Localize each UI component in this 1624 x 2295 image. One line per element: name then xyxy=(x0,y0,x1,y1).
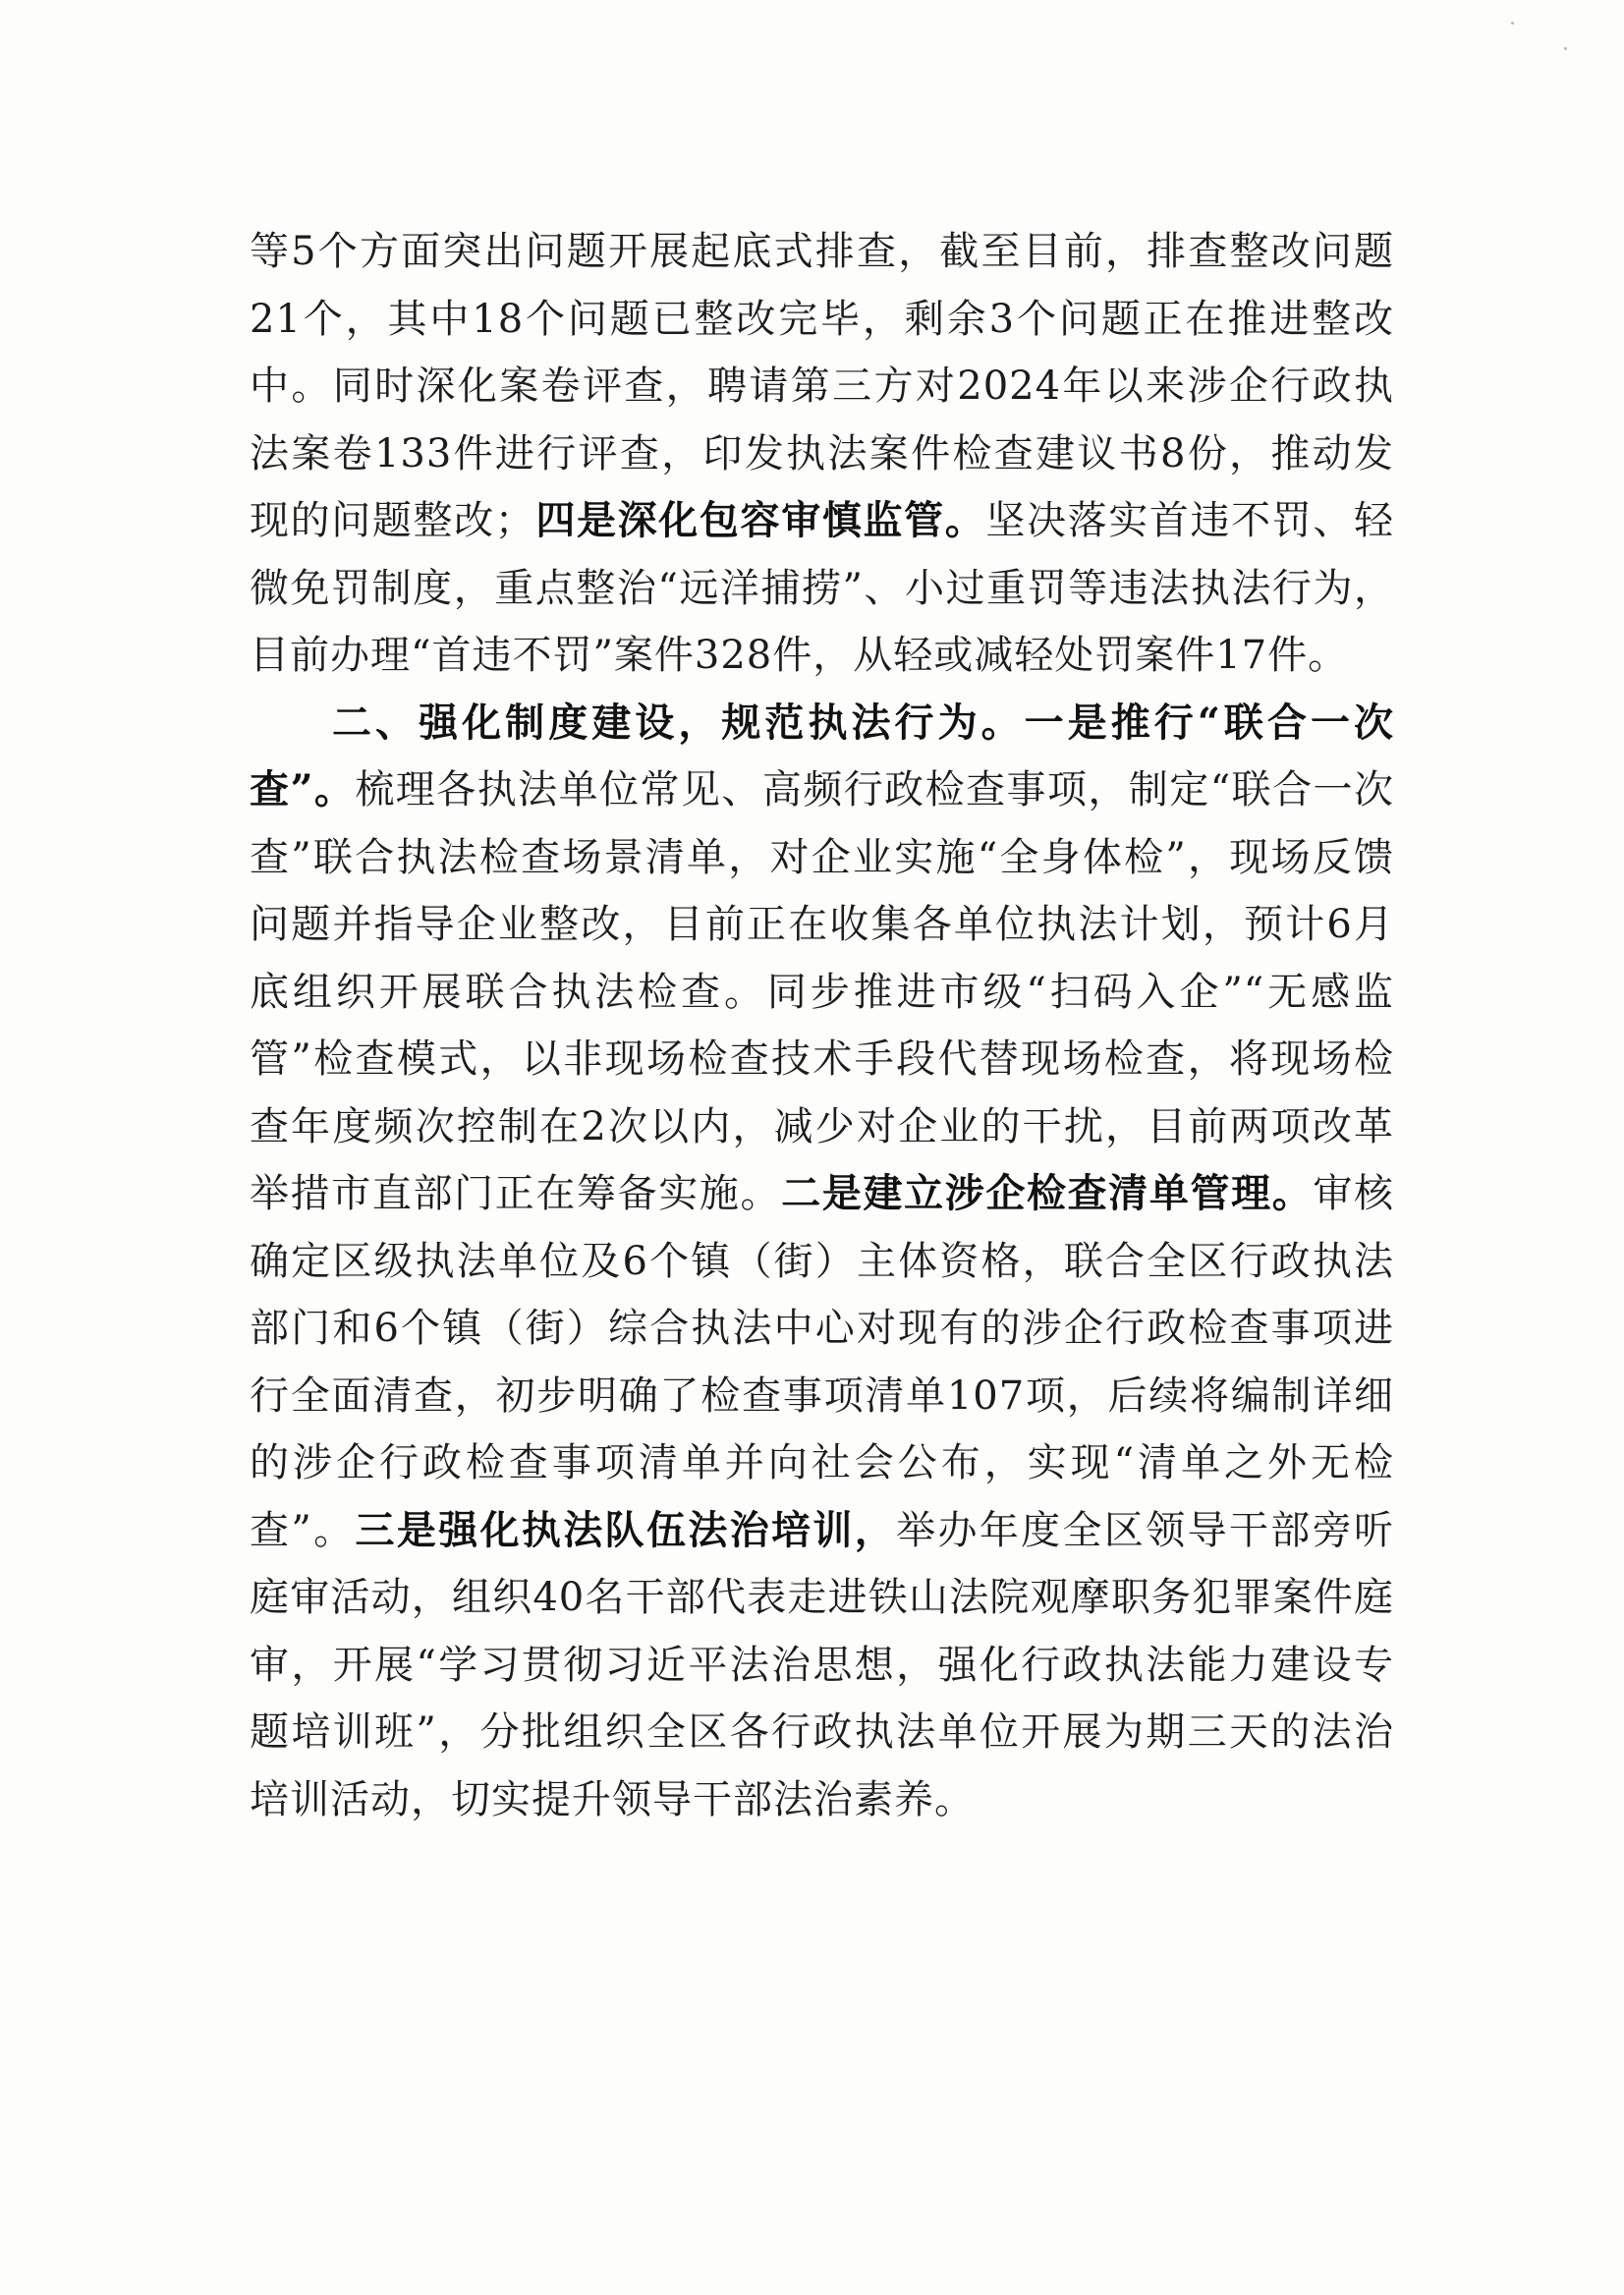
document-body xyxy=(250,218,1394,1833)
paragraph-2-text-cont: 审核确定区级执法单位及6个镇（街）主体资格，联合全区行政执法部门和6个镇（街）综合执法中心对现有的涉企行政检查事项进行全面清查，初步明确了检查事项清单107项，后续将编制详细的涉企行政检查事项清单并向社会公布，实现“清单之外无检查”。 xyxy=(250,1171,1395,1553)
paragraph-2-text: 梳理各执法单位常见、高频行政检查事项，制定“联合一次查”联合执法检查场景清单，对企业实施“全身体检”，现场反馈问题并指导企业整改，目前正在收集各单位执法计划，预计6月底组织开展联合执法检查。同步推进市级“扫码入企”“无感监管”检查模式，以非现场检查技术手段代替现场检查，将现场检查年度频次控制在2次以内，减少对企业的干扰，目前两项改革举措市直部门正在筹备实施。 xyxy=(250,767,1394,1216)
scan-speck xyxy=(1564,47,1567,50)
heading-law-training: 三是强化执法队伍法治培训， xyxy=(355,1506,897,1553)
paragraph-2-text-end: 举办年度全区领导干部旁听庭审活动，组织40名干部代表走进铁山法院观摩职务犯罪案件庭审，开展“学习贯彻习近平法治思想，强化行政执法能力建设专题培训班”，分批组织全区各行政执法单位开展为期三天的法治培训活动，切实提升领导干部法治素养。 xyxy=(250,1507,1395,1822)
paragraph-1-text-cont: 坚决落实首违不罚、轻微免罚制度，重点整治“远洋捕捞”、小过重罚等违法执法行为，目前办理“首违不罚”案件328件，从轻或减轻处罚案件17件。 xyxy=(250,498,1395,678)
heading-inclusive-prudent-supervision: 四是深化包容审慎监管。 xyxy=(534,497,986,543)
paragraph-1 xyxy=(250,218,1394,690)
section-heading-2: 二、强化制度建设，规范执法行为。一是推行“联合一次查”。 xyxy=(250,699,1394,812)
paragraph-2 xyxy=(250,690,1394,1834)
paragraph-1-text: 等5个方面突出问题开展起底式排查，截至目前，排查整改问题21个，其中18个问题已整改完毕，剩余3个问题正在推进整改中。同时深化案卷评查，聘请第三方对2024年以来涉企行政执法案卷133件进行评查，印发执法案件检查建议书8份，推动发现的问题整改； xyxy=(250,229,1394,543)
heading-inspection-list-management: 二是建立涉企检查清单管理。 xyxy=(781,1170,1314,1216)
scan-speck xyxy=(1511,22,1514,25)
